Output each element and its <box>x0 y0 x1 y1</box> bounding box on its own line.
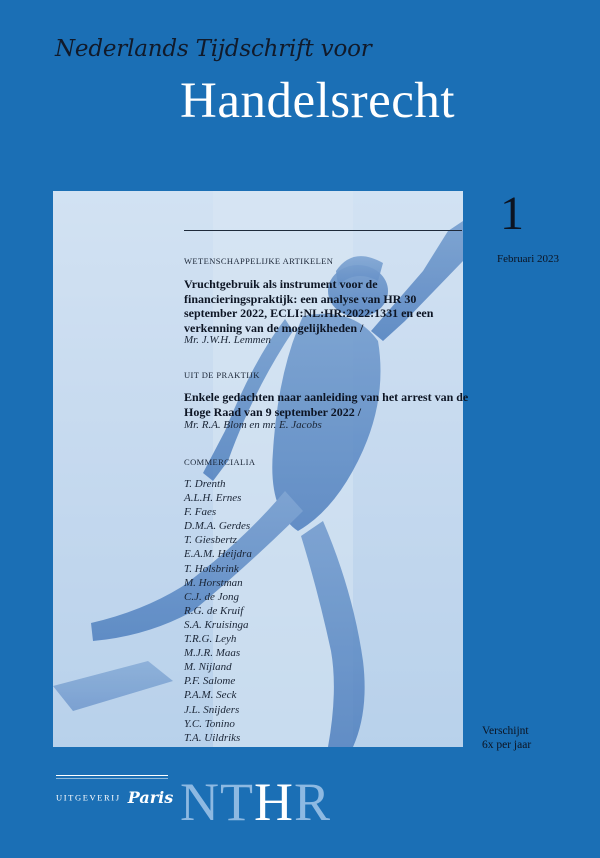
journal-acronym <box>180 771 331 833</box>
publisher-logo <box>56 787 173 807</box>
article-title-practice: Enkele gedachten naar aanleiding van het arrest van de Hoge Raad van 9 september 2022 / <box>184 390 469 419</box>
acronym-part-3: R <box>293 772 332 832</box>
list-item: E.A.M. Heijdra <box>184 548 252 561</box>
issue-date: Februari 2023 <box>497 253 560 265</box>
list-item: M.J.R. Maas <box>184 647 241 660</box>
list-item: P.A.M. Seck <box>184 689 237 702</box>
article-author-scientific: Mr. J.W.H. Lemmen <box>184 334 271 346</box>
list-item: A.L.H. Ernes <box>184 492 242 505</box>
list-item: D.M.A. Gerdes <box>184 520 251 533</box>
list-item: S.A. Kruisinga <box>184 618 249 631</box>
list-item: Y.C. Tonino <box>184 717 235 730</box>
list-item: T.A. Uildriks <box>184 731 241 744</box>
list-item: R.G. de Kruif <box>184 604 244 617</box>
publication-frequency <box>482 724 531 752</box>
acronym-part-1: NT <box>180 772 254 832</box>
frequency-line-1: Verschijnt <box>482 725 529 737</box>
section-label-commercialia: COMMERCIALIA <box>184 457 256 467</box>
journal-title: Handelsrecht <box>180 73 456 129</box>
list-item: T. Holsbrink <box>184 562 239 575</box>
frequency-line-2: 6x per jaar <box>482 739 532 751</box>
commercialia-author-list <box>184 477 252 745</box>
article-author-practice: Mr. R.A. Blom en mr. E. Jacobs <box>184 419 322 431</box>
statue-figure-image <box>53 191 463 747</box>
publisher-prefix: UITGEVERIJ <box>56 792 121 803</box>
list-item: T. Giesbertz <box>184 534 237 547</box>
footer-rule-secondary <box>56 778 168 779</box>
list-item: C.J. de Jong <box>184 590 239 603</box>
issue-number: 1 <box>500 187 524 240</box>
journal-subtitle: Nederlands Tijdschrift voor <box>55 36 372 62</box>
list-item: J.L. Snijders <box>184 703 240 716</box>
cover-photo-panel <box>53 191 463 747</box>
footer-rule <box>56 775 168 776</box>
section-label-scientific: WETENSCHAPPELIJKE ARTIKELEN <box>184 256 334 266</box>
acronym-part-2: H <box>253 772 294 832</box>
header-rule <box>184 230 462 231</box>
list-item: F. Faes <box>184 506 217 519</box>
publisher-name: Paris <box>127 788 174 807</box>
list-item: P.F. Salome <box>184 675 236 688</box>
section-label-practice: UIT DE PRAKTIJK <box>184 370 260 380</box>
list-item: M. Horstman <box>184 576 243 589</box>
article-title-scientific: Vruchtgebruik als instrument voor de financieringspraktijk: een analyse van HR 30 september 2022, ECLI:NL:HR:2022:1331 en een verkenning van de mogelijkheden / <box>184 277 434 335</box>
list-item: T.R.G. Leyh <box>184 633 237 646</box>
list-item: T. Drenth <box>184 478 226 490</box>
list-item: M. Nijland <box>184 661 232 674</box>
